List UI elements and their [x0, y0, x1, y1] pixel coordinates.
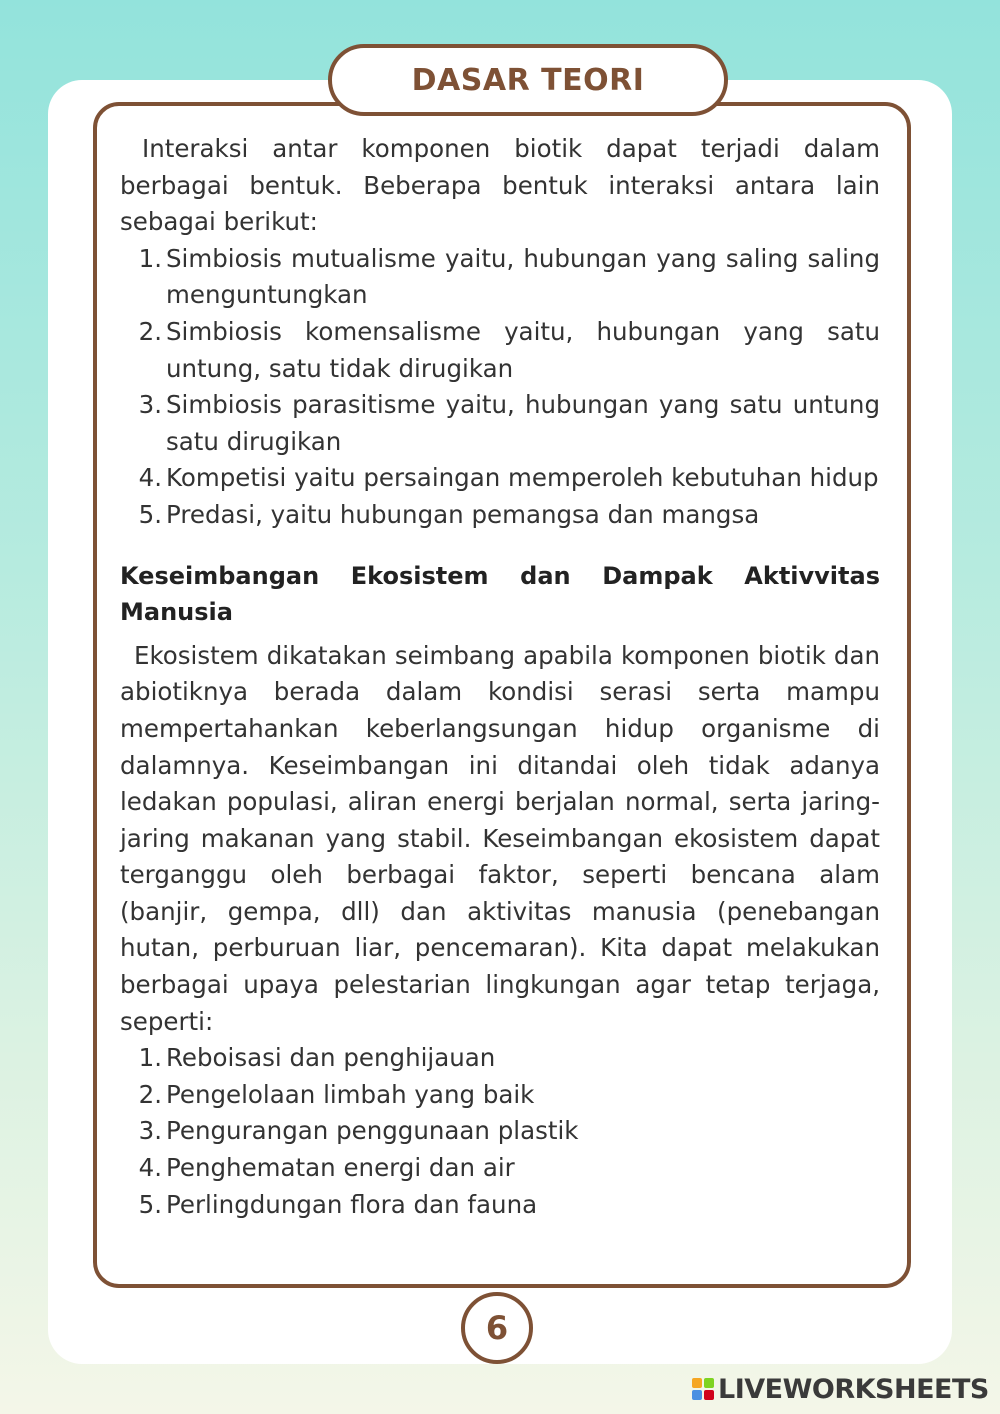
list-item: 2. Simbiosis komensalisme yaitu, hubungan yang satu untung, satu tidak dirugikan	[138, 316, 880, 383]
theory-content	[120, 131, 880, 1223]
list-item: 2. Pengelolaan limbah yang baik	[138, 1079, 535, 1109]
list-item: 4. Penghematan energi dan air	[138, 1153, 515, 1183]
interaction-list	[120, 241, 880, 534]
logo-square	[704, 1390, 714, 1400]
balance-paragraph: Ekosistem dikatakan seimbang apabila komponen biotik dan abiotiknya berada dalam kondisi serasi serta mampu mempertahankan keberlangsungan hidup organisme di dalamnya. Keseimbangan ini ditandai oleh tidak adanya ledakan populasi, aliran energi berjalan normal, serta jaring-jaring makanan yang stabil. Keseimbangan ekosistem dapat terganggu oleh berbagai faktor, seperti bencana alam (banjir, gempa, dll) dan aktivitas manusia (penebangan hutan, perburuan liar, pencemaran). Kita dapat melakukan berbagai upaya pelestarian lingkungan agar tetap terjaga, seperti:	[120, 640, 880, 1036]
title-banner	[328, 44, 728, 116]
list-item: 3. Pengurangan penggunaan plastik	[138, 1116, 579, 1146]
logo-square	[704, 1378, 714, 1388]
logo-square	[692, 1390, 702, 1400]
page-title: DASAR TEORI	[411, 62, 645, 98]
list-item: 5. Predasi, yaitu hubungan pemangsa dan mangsa	[138, 499, 760, 529]
brand-name: LIVEWORKSHEETS	[718, 1373, 989, 1405]
intro-paragraph: Interaksi antar komponen biotik dapat terjadi dalam berbagai bentuk. Beberapa bentuk interaksi antara lain sebagai berikut:	[120, 134, 880, 237]
page-number-badge	[461, 1292, 533, 1364]
list-item: 1. Simbiosis mutualisme yaitu, hubungan yang saling saling menguntungkan	[138, 243, 880, 310]
conservation-list	[120, 1040, 880, 1223]
section-heading: Keseimbangan Ekosistem dan Dampak Aktivvitas Manusia	[120, 561, 880, 627]
list-item: 3. Simbiosis parasitisme yaitu, hubungan yang satu untung satu dirugikan	[138, 390, 880, 456]
liveworksheets-logo-icon	[692, 1378, 714, 1400]
list-item: 1. Reboisasi dan penghijauan	[138, 1043, 496, 1073]
logo-square	[692, 1378, 702, 1388]
list-item: 5. Perlingdungan flora dan fauna	[138, 1189, 538, 1219]
liveworksheets-brand[interactable]	[692, 1374, 989, 1404]
list-item: 4. Kompetisi yaitu persaingan memperoleh kebutuhan hidup	[138, 463, 879, 493]
page-number: 6	[485, 1309, 509, 1347]
